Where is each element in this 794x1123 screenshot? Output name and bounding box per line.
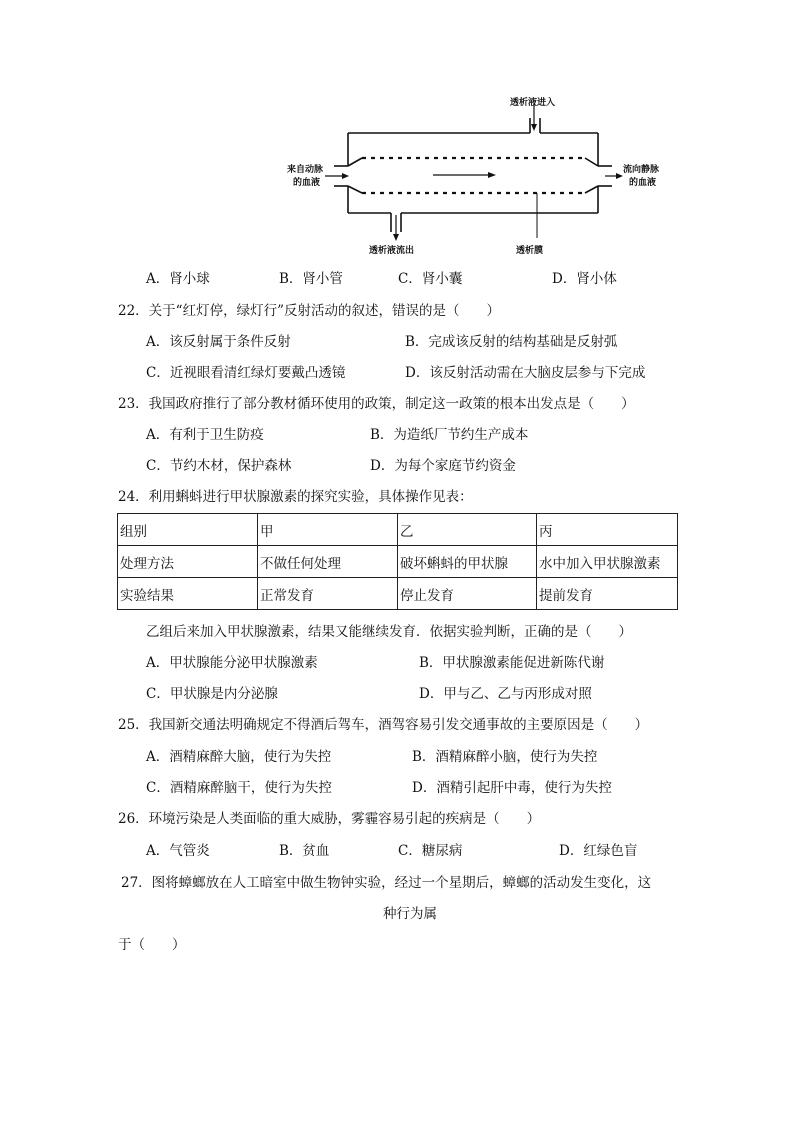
q21-option-d: D．肾小体 bbox=[552, 271, 617, 287]
table-row bbox=[118, 546, 678, 578]
q24-note: 乙组后来加入甲状腺激素，结果又能继续发育．依据实验判断，正确的是（ ） bbox=[146, 624, 632, 640]
q23-option-c: C．节约木材，保护森林 bbox=[146, 458, 292, 474]
table-cell: 甲 bbox=[258, 514, 398, 546]
q26-option-d: D．红绿色盲 bbox=[559, 843, 638, 859]
label-to-vein-line2: 的血液 bbox=[629, 178, 657, 188]
table-cell: 破坏蝌蚪的甲状腺 bbox=[398, 546, 537, 578]
table-cell: 不做任何处理 bbox=[258, 546, 398, 578]
table-cell: 组别 bbox=[118, 514, 258, 546]
table-cell: 提前发育 bbox=[537, 578, 678, 610]
q23-option-a: A．有利于卫生防疫 bbox=[146, 427, 264, 443]
table-row bbox=[118, 514, 678, 546]
q26-option-b: B．贫血 bbox=[279, 843, 330, 859]
table-cell: 处理方法 bbox=[118, 546, 258, 578]
q25-option-b: B．酒精麻醉小脑，使行为失控 bbox=[412, 749, 598, 765]
q27-stem-line2: 种行为属 bbox=[383, 906, 437, 922]
q22-option-c: C．近视眼看清红绿灯要戴凸透镜 bbox=[146, 365, 346, 381]
q26-option-c: C．糖尿病 bbox=[398, 843, 463, 859]
label-dialysis-membrane: 透析膜 bbox=[516, 246, 544, 256]
dialysis-diagram-drawing bbox=[0, 0, 794, 270]
q24-option-c: C．甲状腺是内分泌腺 bbox=[146, 686, 278, 702]
table-cell: 实验结果 bbox=[118, 578, 258, 610]
q26-option-a: A．气管炎 bbox=[146, 843, 210, 859]
experiment-table bbox=[117, 513, 678, 610]
q23-stem: 23．我国政府推行了部分教材循环使用的政策，制定这一政策的根本出发点是（ ） bbox=[118, 396, 635, 412]
table-cell: 停止发育 bbox=[398, 578, 537, 610]
table-cell: 水中加入甲状腺激素 bbox=[537, 546, 678, 578]
label-from-artery-line1: 来自动脉 bbox=[287, 165, 324, 175]
label-from-artery-line2: 的血液 bbox=[293, 178, 321, 188]
table-row bbox=[118, 578, 678, 610]
q23-option-b: B．为造纸厂节约生产成本 bbox=[370, 427, 529, 443]
q24-option-b: B．甲状腺激素能促进新陈代谢 bbox=[419, 655, 605, 671]
label-dialysate-out: 透析液流出 bbox=[369, 246, 415, 256]
q24-option-d: D．甲与乙、乙与丙形成对照 bbox=[419, 686, 592, 702]
q21-option-a: A．肾小球 bbox=[146, 271, 210, 287]
q26-stem: 26．环境污染是人类面临的重大威胁，雾霾容易引起的疾病是（ ） bbox=[118, 811, 541, 827]
label-dialysate-in: 透析液进入 bbox=[510, 98, 556, 108]
label-to-vein-line1: 流向静脉 bbox=[623, 165, 660, 175]
q24-option-a: A．甲状腺能分泌甲状腺激素 bbox=[146, 655, 318, 671]
table-cell: 乙 bbox=[398, 514, 537, 546]
q25-option-a: A．酒精麻醉大脑，使行为失控 bbox=[146, 749, 332, 765]
q22-option-a: A．该反射属于条件反射 bbox=[146, 334, 291, 350]
q22-option-b: B．完成该反射的结构基础是反射弧 bbox=[405, 334, 618, 350]
q25-option-c: C．酒精麻醉脑干，使行为失控 bbox=[146, 780, 332, 796]
table-cell: 正常发育 bbox=[258, 578, 398, 610]
q22-option-d: D．该反射活动需在大脑皮层参与下完成 bbox=[405, 365, 646, 381]
q21-option-c: C．肾小囊 bbox=[398, 271, 463, 287]
q25-option-d: D．酒精引起肝中毒，使行为失控 bbox=[412, 780, 612, 796]
q27-stem-line3: 于（ ） bbox=[118, 937, 186, 953]
q24-stem: 24．利用蝌蚪进行甲状腺激素的探究实验，具体操作见表： bbox=[118, 489, 473, 505]
q23-option-d: D．为每个家庭节约资金 bbox=[370, 458, 516, 474]
q22-stem: 22．关于“红灯停，绿灯行”反射活动的叙述，错误的是（ ） bbox=[118, 303, 500, 319]
q27-stem-line1: 27．图将蟑螂放在人工暗室中做生物钟实验，经过一个星期后，蟑螂的活动发生变化，这 bbox=[121, 875, 652, 891]
table-cell: 丙 bbox=[537, 514, 678, 546]
q21-option-b: B．肾小管 bbox=[279, 271, 343, 287]
q25-stem: 25．我国新交通法明确规定不得酒后驾车，酒驾容易引发交通事故的主要原因是（ ） bbox=[118, 717, 649, 733]
